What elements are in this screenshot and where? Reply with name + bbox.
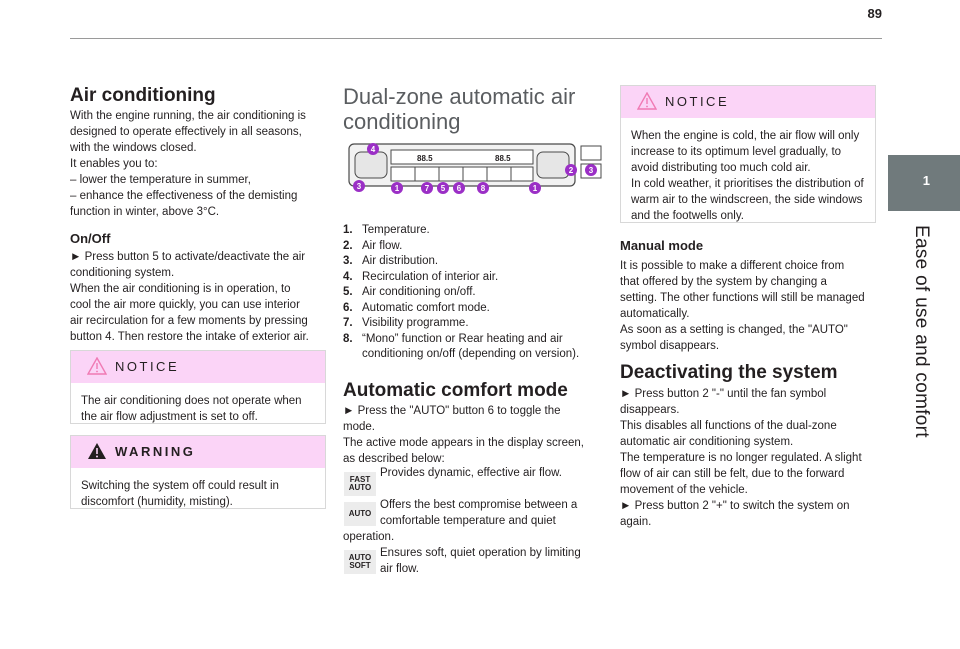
icon-text: AUTO <box>348 553 372 562</box>
icon-text: AUTO <box>348 483 372 492</box>
item-text: conditioning on/off (depending on version). <box>362 348 580 360</box>
text-line: again. <box>620 516 652 528</box>
list-item <box>343 270 605 286</box>
panel-display-left: 88.5 <box>417 154 433 163</box>
icon-text: SOFT <box>349 561 371 570</box>
text-line: avoid distributing too much cold air. <box>631 162 811 174</box>
icon-text: FAST <box>349 475 371 484</box>
text-line: The air conditioning does not operate when <box>81 395 302 407</box>
button-legend-list <box>343 223 605 363</box>
text-line: conditioning system. <box>70 267 175 279</box>
fast-auto-icon <box>344 472 376 496</box>
title-line: conditioning <box>343 109 461 134</box>
notice-label: NOTICE <box>115 359 180 374</box>
subsection-title-manual-mode: Manual mode <box>620 238 704 253</box>
text-line: When the engine is cold, the air flow will only <box>631 130 860 142</box>
item-number: 7. <box>343 317 353 329</box>
chapter-tab[interactable] <box>888 155 960 211</box>
text-line: It is possible to make a different choice from <box>620 260 845 272</box>
auto-mode-text <box>343 403 605 467</box>
chapter-label <box>888 225 960 495</box>
notice-header <box>621 86 875 118</box>
climate-control-panel-illustration <box>347 140 603 202</box>
warning-triangle-icon <box>87 357 107 375</box>
warning-box <box>70 435 326 509</box>
text-line: When the air conditioning is in operation, to <box>70 283 291 295</box>
chapter-number: 1 <box>922 173 930 188</box>
text-line: This disables all functions of the dual-zone <box>620 420 837 432</box>
item-text: Air distribution. <box>362 255 439 267</box>
section-title-deactivating: Deactivating the system <box>620 362 838 383</box>
text-line: cool the air more quickly, you can use interior <box>70 299 300 311</box>
section-title-air-conditioning: Air conditioning <box>70 85 216 106</box>
icon-text: AUTO <box>348 509 372 518</box>
list-item <box>343 285 605 301</box>
text-line: automatically. <box>620 308 690 320</box>
notice-body <box>621 118 875 234</box>
callout-8: 8 <box>480 184 486 193</box>
mode-soft-description-2: air flow. <box>380 563 419 575</box>
item-number: 8. <box>343 332 353 345</box>
text-line: – lower the temperature in summer, <box>70 174 251 186</box>
warning-triangle-icon <box>637 92 657 110</box>
text-line: Switching the system off could result in <box>81 480 279 492</box>
list-item <box>343 223 605 239</box>
text-line: air recirculation for a few moments by pressing <box>70 315 308 327</box>
text-line: ► Press the "AUTO" button 6 to toggle the <box>343 405 561 417</box>
callout-1a: 1 <box>394 184 400 193</box>
text-line: As soon as a setting is changed, the "AUTO" <box>620 324 848 336</box>
text-line: flow of air can still be felt, due to the forward <box>620 468 845 480</box>
item-number: 2. <box>343 239 353 252</box>
callout-3b: 3 <box>588 166 594 175</box>
item-number: 4. <box>343 270 353 283</box>
text-line: It enables you to: <box>70 158 158 170</box>
subsection-title-onoff: On/Off <box>70 231 111 246</box>
text-line: button 4. Then restore the intake of exterior air. <box>70 331 309 343</box>
callout-6: 6 <box>456 184 462 193</box>
text-line: increase to its optimum level gradually, to <box>631 146 842 158</box>
header-rule <box>70 38 882 39</box>
text-line: automatic air conditioning system. <box>620 436 794 448</box>
auto-icon <box>344 502 376 526</box>
warning-body <box>71 468 325 520</box>
item-number: 5. <box>343 286 353 298</box>
callout-3a: 3 <box>356 182 362 191</box>
panel-display-right: 88.5 <box>495 154 511 163</box>
callout-7: 7 <box>424 184 430 193</box>
item-text: Automatic comfort mode. <box>362 301 490 314</box>
mode-soft-description-1: Ensures soft, quiet operation by limiting <box>380 547 581 559</box>
notice-box <box>70 350 326 424</box>
list-item <box>343 347 605 363</box>
mode-auto-description-3: operation. <box>343 531 395 543</box>
list-item <box>343 316 605 332</box>
item-text: Recirculation of interior air. <box>362 270 499 283</box>
notice-header <box>71 351 325 383</box>
item-number: 6. <box>343 301 353 314</box>
item-text: “Mono” function or Rear heating and air <box>362 332 563 345</box>
text-line: ► Press button 2 "+" to switch the system on <box>620 500 850 512</box>
onoff-text <box>70 249 325 345</box>
text-line: ► Press button 5 to activate/deactivate the air <box>70 251 306 263</box>
notice-box <box>620 85 876 223</box>
text-line: – enhance the effectiveness of the demisting <box>70 190 298 202</box>
text-line: ► Press button 2 "-" until the fan symbol <box>620 388 827 400</box>
item-text: Air flow. <box>362 239 403 252</box>
manual-mode-text <box>620 258 875 354</box>
text-line: mode. <box>343 421 375 433</box>
text-line: The temperature is no longer regulated. A slight <box>620 452 862 464</box>
text-line: with the windows closed. <box>70 142 197 154</box>
mode-auto-description-1: Offers the best compromise between a <box>380 499 578 511</box>
item-text: Temperature. <box>362 224 430 236</box>
text-line: movement of the vehicle. <box>620 484 748 496</box>
text-line: warm air to the windscreen, the side windows <box>631 194 863 206</box>
item-number: 3. <box>343 255 353 267</box>
text-line: disappears. <box>620 404 680 416</box>
text-line: function in winter, above 3°C. <box>70 206 220 218</box>
text-line: With the engine running, the air conditioning is <box>70 110 306 122</box>
mode-auto-description-2: comfortable temperature and quiet <box>380 515 556 527</box>
text-line: The active mode appears in the display screen, <box>343 437 584 449</box>
title-line: Dual-zone automatic air <box>343 84 576 109</box>
notice-body <box>71 383 325 435</box>
callout-4: 4 <box>370 145 376 154</box>
text-line: designed to operate effectively in all seasons, <box>70 126 302 138</box>
callout-1b: 1 <box>532 184 538 193</box>
text-line: the air flow adjustment is set to off. <box>81 411 258 423</box>
text-line: symbol disappears. <box>620 340 720 352</box>
callout-2: 2 <box>568 166 574 175</box>
notice-label: NOTICE <box>665 94 730 109</box>
warning-header <box>71 436 325 468</box>
list-item <box>343 239 605 255</box>
warning-label: WARNING <box>115 444 196 459</box>
text-line: setting. The other functions will still be managed <box>620 292 865 304</box>
item-number <box>343 347 362 363</box>
callout-5: 5 <box>440 184 446 193</box>
list-item <box>343 254 605 270</box>
item-number: 1. <box>343 224 353 236</box>
text-line: discomfort (humidity, misting). <box>81 496 233 508</box>
warning-triangle-icon <box>87 442 107 460</box>
chapter-title: Ease of use and comfort <box>911 225 932 438</box>
text-line: In cold weather, it prioritises the distribution of <box>631 178 864 190</box>
item-text: Visibility programme. <box>362 317 469 329</box>
item-text: Air conditioning on/off. <box>362 286 476 298</box>
auto-soft-icon <box>344 550 376 574</box>
page-number: 89 <box>867 6 882 21</box>
intro-text <box>70 108 325 220</box>
list-item <box>343 301 605 317</box>
section-title-dual-zone <box>343 84 575 134</box>
deactivating-text <box>620 386 875 530</box>
section-title-automatic-comfort-mode: Automatic comfort mode <box>343 380 568 401</box>
mode-fast-description: Provides dynamic, effective air flow. <box>380 467 562 479</box>
text-line: and the footwells only. <box>631 210 744 222</box>
text-line: that offered by the system by changing a <box>620 276 827 288</box>
text-line: as described below: <box>343 453 445 465</box>
list-item <box>343 332 605 348</box>
